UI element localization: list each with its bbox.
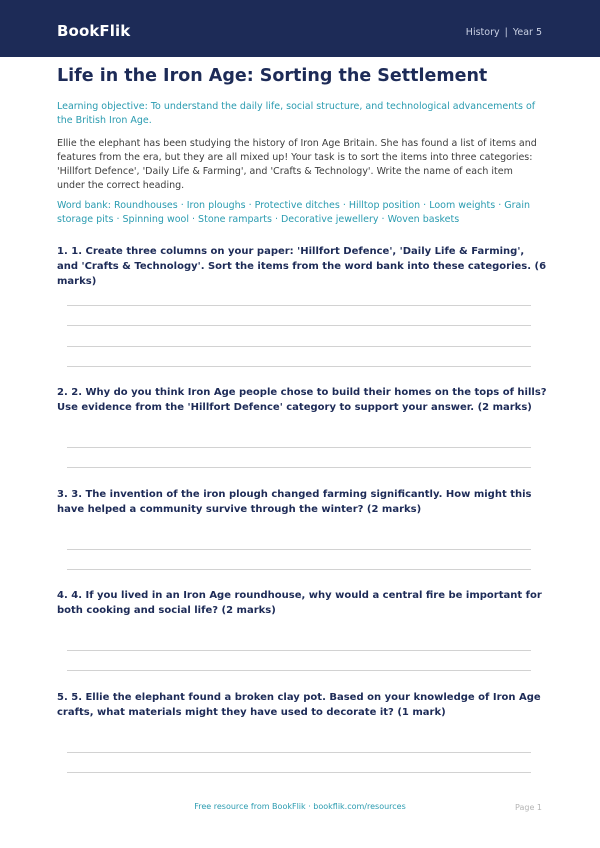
answer-line[interactable]: [67, 447, 531, 448]
breadcrumb-year: Year 5: [512, 27, 542, 38]
answer-line[interactable]: [67, 467, 531, 468]
footer-resource-link[interactable]: Free resource from BookFlik · bookflik.com/resources: [194, 802, 406, 811]
word-bank: Word bank: Roundhouses · Iron ploughs · Protective ditches · Hilltop position · Loom weights · Grain storage pits · Spinning wool · Stone ramparts · Decorative jewellery · Woven baskets: [57, 200, 531, 225]
header-bar: [0, 0, 600, 57]
question-5: 5. 5. Ellie the elephant found a broken clay pot. Based on your knowledge of Iron Age crafts, what materials might they have used to decorate it? (1 mark): [57, 692, 541, 718]
breadcrumb-separator: |: [504, 27, 508, 38]
answer-line[interactable]: [67, 670, 531, 671]
question-4: 4. 4. If you lived in an Iron Age roundhouse, why would a central fire be important for both cooking and social life? (2 marks): [57, 590, 542, 616]
brand-logo-text[interactable]: BookFlik: [57, 22, 131, 40]
answer-line[interactable]: [67, 549, 531, 550]
answer-line[interactable]: [67, 366, 531, 367]
question-2: 2. 2. Why do you think Iron Age people chose to build their homes on the tops of hills? Use evidence from the 'Hillfort Defence' category to support your answer. (2 marks): [57, 387, 547, 413]
breadcrumb-subject: History: [465, 27, 500, 38]
intro-paragraph: Ellie the elephant has been studying the history of Iron Age Britain. She has found a list of items and features from the era, but they are all mixed up! Your task is to sort the items into three categories: 'Hillfort Defence', 'Daily Life & Farming', and 'Crafts & Technology'. Write the name of each item under the correct heading.: [57, 138, 537, 191]
question-1: 1. 1. Create three columns on your paper: 'Hillfort Defence', 'Daily Life & Farming', and 'Crafts & Technology'. Sort the items from the word bank into these categories. (6 marks): [57, 246, 547, 287]
answer-line[interactable]: [67, 752, 531, 753]
answer-line[interactable]: [67, 650, 531, 651]
answer-line[interactable]: [67, 569, 531, 570]
answer-line[interactable]: [67, 772, 531, 773]
answer-line[interactable]: [67, 305, 531, 306]
learning-objective: Learning objective: To understand the daily life, social structure, and technological advancements of the British Iron Age.: [57, 101, 536, 126]
page-title: Life in the Iron Age: Sorting the Settlement: [57, 66, 488, 86]
answer-line[interactable]: [67, 325, 531, 326]
page-number: Page 1: [515, 803, 542, 812]
question-3: 3. 3. The invention of the iron plough changed farming significantly. How might this have helped a community survive through the winter? (2 marks): [57, 489, 532, 515]
answer-line[interactable]: [67, 346, 531, 347]
breadcrumb: [466, 27, 542, 38]
